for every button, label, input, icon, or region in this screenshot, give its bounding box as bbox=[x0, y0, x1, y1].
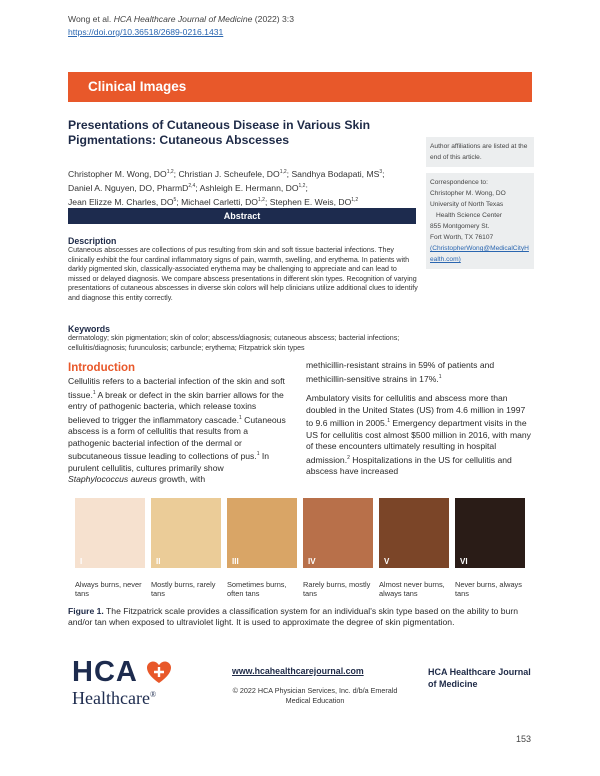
doi-link[interactable]: https://doi.org/10.36518/2689-0216.1431 bbox=[68, 27, 224, 37]
swatch-caption: Sometimes burns, often tans bbox=[227, 580, 287, 599]
author-list: Christopher M. Wong, DO$^{1,2}$; Christian J. Scheufele, DO$^{1,2}$; Sandhya Bodapati, $MS^3$; Daniel A. Nguyen, DO, PharmD$^{2,4}$; Ashleigh E. Hermann, DO$^{1,2}$; Jean Elizze M. Charles, $DO^5$; Michael Carletti, DO$^{1,2}$; Stephen E. Weis, DO$^{1,2}$ bbox=[68, 168, 385, 207]
corr-line: Christopher M. Wong, DO bbox=[430, 190, 506, 197]
intro-right-column bbox=[306, 360, 534, 486]
citation-journal: HCA Healthcare Journal of Medicine bbox=[113, 14, 253, 24]
citation-authors: Wong et al. bbox=[68, 14, 112, 24]
swatch-caption: Almost never burns, always tans bbox=[379, 580, 445, 599]
intro-paragraph: methicillin-resistant strains in 59% of patients and methicillin-sensitive strains in 17%.$^1$ bbox=[306, 360, 495, 384]
swatch-type-iv: IV bbox=[303, 498, 373, 568]
swatch-caption: Always burns, never tans bbox=[75, 580, 142, 599]
swatch-type-ii: II bbox=[151, 498, 221, 568]
corr-email-link[interactable]: (ChristopherWong@MedicalCityHealth.com) bbox=[430, 245, 529, 263]
abstract-heading: Abstract bbox=[68, 208, 416, 224]
swatch-type-i: I bbox=[75, 498, 145, 568]
introduction-heading: Introduction bbox=[68, 362, 136, 374]
intro-left-column: Cellulitis refers to a bacterial infection of the skin and soft tissue.$^1$ A break or defect in the skin barrier allows for the entry of pathogenic bacteria, which release toxins believed to trigger the inflammatory cascade.$^1$ Cutaneous abscess is a form of cellulitis that results from a pathogenic bacterial infection of the dermal or subcutaneous tissue leading to collections of pus.$^1$ In purulent cellulitis, cultures primarily show Staphylococcus aureus growth, with bbox=[68, 376, 286, 485]
swatch-type-iii: III bbox=[227, 498, 297, 568]
corr-line: University of North Texas bbox=[430, 201, 504, 208]
author: Michael Carletti, DO bbox=[181, 196, 258, 207]
correspondence-label: Correspondence to: bbox=[430, 179, 488, 186]
corr-line: Fort Worth, TX 76107 bbox=[430, 234, 494, 241]
swatch-caption: Never burns, always tans bbox=[455, 580, 522, 599]
swatch-type-v: V bbox=[379, 498, 449, 568]
footer-journal-name: HCA Healthcare Journal of Medicine bbox=[428, 667, 531, 689]
description-heading: Description bbox=[68, 236, 117, 246]
swatch-type-vi: VI bbox=[455, 498, 525, 568]
description-text: Cutaneous abscesses are collections of pus resulting from skin and soft tissue bacterial infections. They clinically exhibit the four cardinal inflammatory signs of pain, warmth, swelling, and erythema. In patients with darkly pigmented skin, classically-associated erythema may be challenging to appreciate and can lead to missed or delayed diagnosis. We compare abscess presentations in different skin types. Recognition of varying presentations of cutaneous abscesses in diverse skin colors will help clinicians utilize additional clues to identify and diagnose this entity correctly. bbox=[68, 246, 418, 302]
section-banner bbox=[68, 72, 532, 102]
author: Stephen E. Weis, DO bbox=[269, 196, 352, 207]
hca-healthcare-logo: HCA Healthcare® bbox=[72, 658, 192, 706]
intro-paragraph: Ambulatory visits for cellulitis and abscess more than doubled in the United States (US) from 4.6 million in 1997 to 9.6 million in 2005.$^1$ Emergency department visits in the US for cellulitis cost almost $500 million in 2016, with many of these encounters ultimately resulting in hospital admission.$^2$ Hospitalizations in the US for cellulitis and abscess have increased bbox=[306, 393, 531, 477]
author: Sandhya Bodapati, MS bbox=[291, 168, 380, 179]
author: Christian J. Scheufele, DO bbox=[178, 168, 280, 179]
affiliations-note: Author affiliations are listed at the end of this article. bbox=[426, 137, 534, 167]
journal-website-link[interactable]: www.hcahealthcarejournal.com bbox=[232, 666, 364, 676]
author: Daniel A. Nguyen, DO, PharmD bbox=[68, 182, 189, 193]
correspondence-box bbox=[426, 173, 534, 269]
swatch-caption: Mostly burns, rarely tans bbox=[151, 580, 216, 599]
author: Christopher M. Wong, DO bbox=[68, 168, 167, 179]
copyright-notice: © 2022 HCA Physician Services, Inc. d/b/a Emerald Medical Education bbox=[232, 686, 398, 705]
journal-citation bbox=[68, 14, 294, 24]
citation-volume: (2022) 3:3 bbox=[254, 14, 294, 24]
article-title: Presentations of Cutaneous Disease in Various Skin Pigmentations: Cutaneous Abscesses bbox=[68, 118, 371, 147]
keywords-heading: Keywords bbox=[68, 324, 111, 334]
corr-line: Health Science Center bbox=[436, 212, 502, 219]
correspondence-sidebar bbox=[426, 137, 534, 269]
swatch-caption: Rarely burns, mostly tans bbox=[303, 580, 371, 599]
corr-line: 855 Montgomery St. bbox=[430, 223, 490, 230]
author: Jean Elizze M. Charles, DO bbox=[68, 196, 174, 207]
banner-label: Clinical Images bbox=[88, 79, 187, 94]
keywords-text: dermatology; skin pigmentation; skin of color; abscess/diagnosis; cutaneous abscess; bacterial infections; cellulitis/diagnosis; furunculosis; carbuncle; erythema; Fitzpatrick skin types bbox=[68, 334, 400, 352]
logo-heart-icon bbox=[146, 660, 172, 686]
page-number: 153 bbox=[516, 734, 532, 744]
figure-caption: Figure 1. The Fitzpatrick scale provides a classification system for an individual's skin type based on the ability to burn and/or tan when exposed to ultraviolet light. It is used to approximate the degree of skin pigmentation. bbox=[68, 606, 519, 627]
author: Ashleigh E. Hermann, DO bbox=[199, 182, 299, 193]
